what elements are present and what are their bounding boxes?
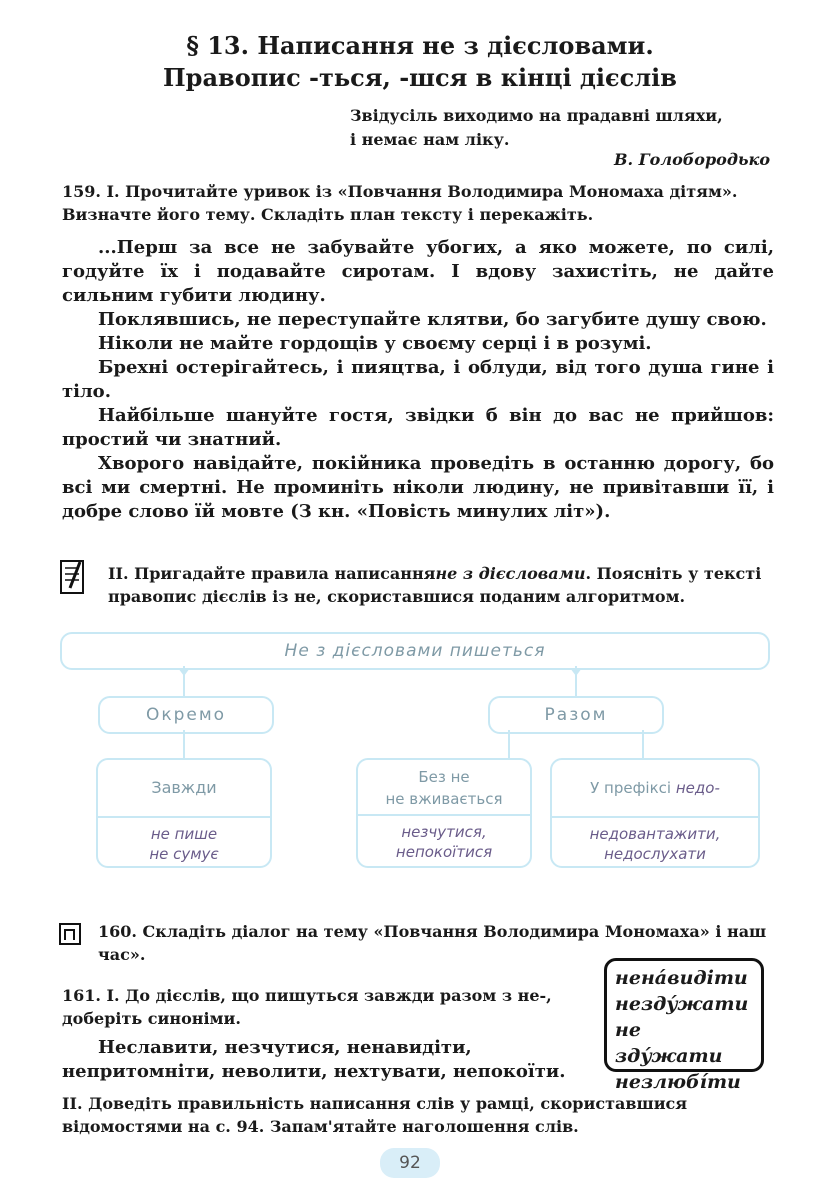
diagram-right-box: Разом — [488, 696, 664, 734]
box-title — [552, 760, 758, 818]
exercise-161-words: Неславити, незчутися, ненавидіти, непритомніти, неволити, нехтувати, непокоїти. — [62, 1037, 566, 1082]
word-frame — [604, 958, 764, 1093]
task2-text-a: II. Пригадайте правила написання — [108, 564, 436, 583]
exercise-161-task — [62, 984, 592, 1030]
box-title-line2: недо- — [675, 779, 720, 797]
epigraph-line1: Звідусіль виходимо на прадавні шляхи, — [350, 106, 723, 125]
text-paragraph: Поклявшись, не переступайте клятви, бо загубите душу свою. — [98, 309, 767, 330]
box-title-line1: Без не — [418, 768, 470, 786]
dialog-icon — [58, 922, 82, 946]
box-title: Завжди — [98, 760, 270, 818]
frame-word: ненáвидіти — [615, 967, 748, 989]
connector-line — [575, 666, 577, 696]
diagram-top-box: Не з дієсловами пишеться — [60, 632, 770, 670]
epigraph-author: В. Голобородько — [613, 150, 770, 169]
diagram-box-prefix — [550, 758, 760, 868]
connector-line — [642, 730, 644, 760]
exercise-number: 159. — [62, 182, 101, 201]
exercise-159-text — [62, 236, 774, 524]
text-paragraph: Брехні остерігайтесь, і пияцтва, і облуди, від того душа гине і тіло. — [62, 357, 774, 402]
exercise-number: 161. — [62, 986, 101, 1005]
diagram-box-without-ne — [356, 758, 532, 868]
text-paragraph: Хворого навідайте, покійника проведіть в останню дорогу, бо всі ми смертні. Не проминіть ніколи людину, не привітавши її, і добре слово їй мовте (З кн. «Повість минулих літ»). — [62, 453, 774, 522]
text-paragraph: ...Перш за все не забувайте убогих, а яко можете, по силі, годуйте їх і подавайте сиротам. І вдову захистіть, не дайте сильним губити людину. — [62, 237, 774, 306]
connector-line — [183, 666, 185, 696]
exercise-159-task — [62, 180, 774, 226]
task2-text-c: . Поясніть у тексті правопис дієслів із не, скориставшися поданим алгоритмом. — [108, 564, 762, 606]
box-examples: незчутися, непокоїтися — [395, 823, 493, 861]
exercise-number: 160. — [98, 922, 137, 941]
section-title-line1: § 13. Написання не з дієсловами. — [186, 31, 654, 60]
section-title-line2: Правопис -ться, -шся в кінці дієслів — [163, 63, 677, 92]
exercise-160-text: Складіть діалог на тему «Повчання Володимира Мономаха» і наш час». — [98, 922, 767, 964]
text-paragraph: Найбільше шануйте гостя, звідки б він до вас не прийшов: простий чи знатний. — [62, 405, 774, 450]
page-number: 92 — [380, 1148, 440, 1178]
exercise-159-task2 — [108, 562, 774, 608]
diagram-left-box: Окремо — [98, 696, 274, 734]
connector-line — [183, 730, 185, 760]
frame-word: нездýжати — [615, 993, 749, 1015]
text-paragraph: Ніколи не майте гордощів у своєму серці і в розумі. — [98, 333, 652, 354]
exercise-161-task-text: I. До дієслів, що пишуться завжди разом з не-, доберіть синоніми. — [62, 986, 552, 1028]
diagram-box-always — [96, 758, 272, 868]
box-examples: не пише не сумує — [149, 825, 219, 863]
box-examples: недовантажити, недослухати — [589, 825, 721, 863]
epigraph — [350, 104, 723, 152]
connector-line — [508, 730, 510, 760]
exercise-161-task2: II. Доведіть правильність написання слів у рамці, скориставшися відомостями на с. 94. Запам'ятайте наголошення слів. — [62, 1094, 688, 1136]
frame-word: незлюбíти — [615, 1071, 741, 1093]
box-title-line2: не вживається — [385, 790, 503, 808]
task2-text-b: не з дієсловами — [435, 564, 586, 583]
exercise-159-task-text: I. Прочитайте уривок із «Повчання Володимира Мономаха дітям». Визначте його тему. Складіть план тексту і перекажіть. — [62, 182, 738, 224]
frame-word: не здýжати — [615, 1019, 723, 1067]
epigraph-line2: і немає нам ліку. — [350, 130, 510, 149]
box-title-line1: У префіксі — [590, 779, 672, 797]
notebook-icon — [58, 558, 88, 596]
box-title — [358, 760, 530, 816]
